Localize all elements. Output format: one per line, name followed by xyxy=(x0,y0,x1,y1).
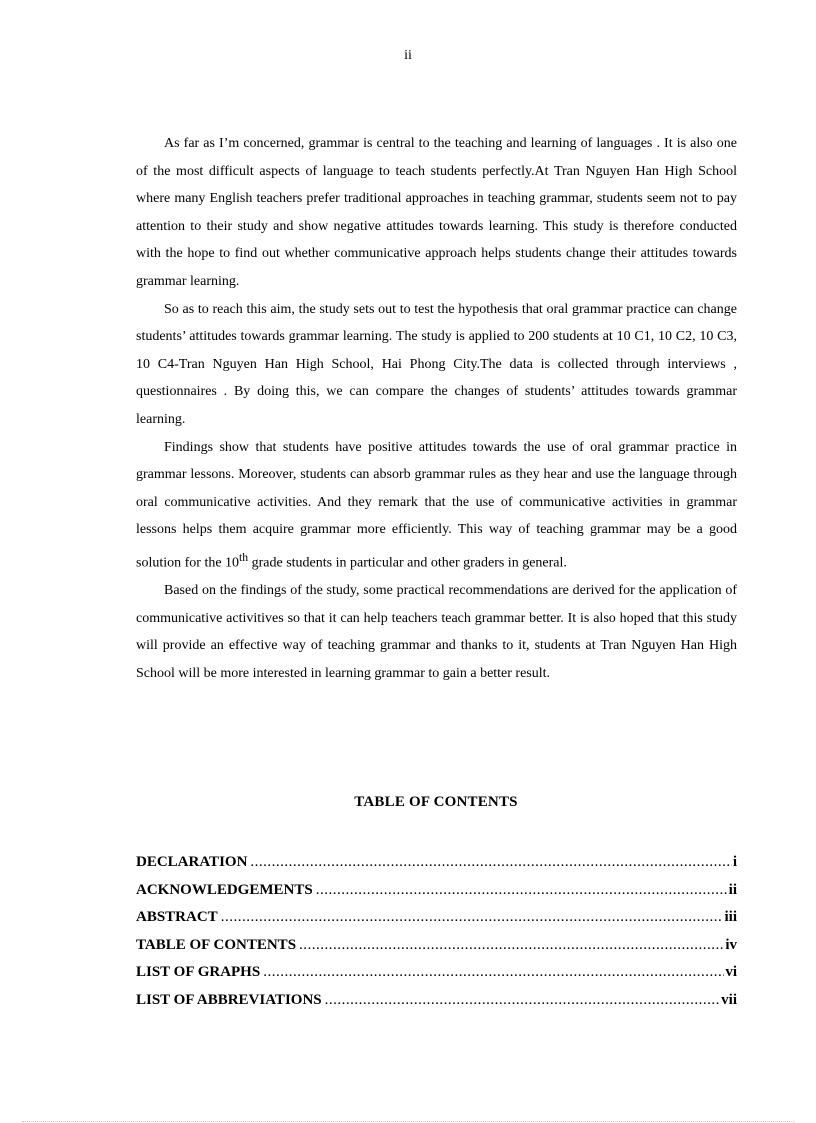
toc-entry-page: vi xyxy=(725,964,737,980)
table-of-contents xyxy=(136,851,737,1016)
page-bottom-divider xyxy=(22,1121,794,1122)
toc-dot-leader xyxy=(263,961,724,984)
toc-entry-list-of-graphs[interactable] xyxy=(136,961,737,989)
toc-dot-leader xyxy=(221,906,724,929)
toc-heading: TABLE OF CONTENTS xyxy=(354,794,518,810)
abstract-paragraph: As far as I’m concerned, grammar is central to the teaching and learning of languages . It is also one of the most difficult aspects of language to teach students perfectly.At Tran Nguyen Han High School where many English teachers prefer traditional approaches in teaching grammar, students seem not to pay attention to their study and show negative attitudes towards learning. This study is therefore conducted with the hope to find out whether communicative approach helps students change their attitudes towards grammar learning. xyxy=(136,136,737,289)
toc-dot-leader xyxy=(325,989,721,1012)
toc-entry-declaration[interactable] xyxy=(136,851,737,879)
abstract-paragraph: So as to reach this aim, the study sets out to test the hypothesis that oral grammar practice can change students’ attitudes towards grammar learning. The study is applied to 200 students at 10 C1, 10 C2, 10 C3, 10 C4-Tran Nguyen Han High School, Hai Phong City.The data is collected through interviews , questionnaires . By doing this, we can compare the changes of students’ attitudes towards grammar learning. xyxy=(136,301,737,427)
toc-entry-list-of-abbreviations[interactable] xyxy=(136,989,737,1017)
toc-entry-title: TABLE OF CONTENTS xyxy=(136,936,297,953)
toc-entry-title: LIST OF GRAPHS xyxy=(136,964,261,980)
toc-entry-page: ii xyxy=(728,881,737,898)
abstract-body xyxy=(136,130,737,688)
abstract-paragraph xyxy=(136,434,737,578)
toc-entry-page: iv xyxy=(725,936,737,953)
toc-entry-title: DECLARATION xyxy=(136,854,248,870)
abstract-paragraph: Based on the findings of the study, some practical recommendations are derived for the application of communicative activitives so that it can help teachers teach grammar better. It is also hoped that this study will provide an effective way of teaching grammar and thanks to it, students at Tran Nguyen Han High School will be more interested in learning grammar to gain a better result. xyxy=(136,583,737,681)
paragraph-text: Findings show that students have positive attitudes towards the use of oral grammar practice in grammar lessons. Moreover, students can absorb grammar rules as they hear and use the language through oral communicative activities. And they remark that the use of communicative activities in grammar lessons helps them acquire grammar more efficiently. This way of teaching grammar may be a good solution for the 10 xyxy=(136,439,737,571)
toc-entry-page: vii xyxy=(721,991,737,1008)
toc-entry-title: ABSTRACT xyxy=(136,909,218,925)
page-number: ii xyxy=(404,48,412,63)
toc-entry-page: iii xyxy=(724,909,737,925)
toc-entry-page: i xyxy=(732,854,737,870)
toc-dot-leader xyxy=(316,879,728,902)
ordinal-superscript: th xyxy=(239,550,249,564)
toc-dot-leader xyxy=(299,934,724,957)
toc-entry-acknowledgements[interactable] xyxy=(136,879,737,907)
toc-dot-leader xyxy=(250,851,731,874)
toc-entry-abstract[interactable] xyxy=(136,906,737,934)
toc-entry-table-of-contents[interactable] xyxy=(136,934,737,962)
toc-entry-title: LIST OF ABBREVIATIONS xyxy=(136,991,322,1008)
toc-entry-title: ACKNOWLEDGEMENTS xyxy=(136,881,313,898)
paragraph-text: grade students in particular and other graders in general. xyxy=(248,555,567,571)
